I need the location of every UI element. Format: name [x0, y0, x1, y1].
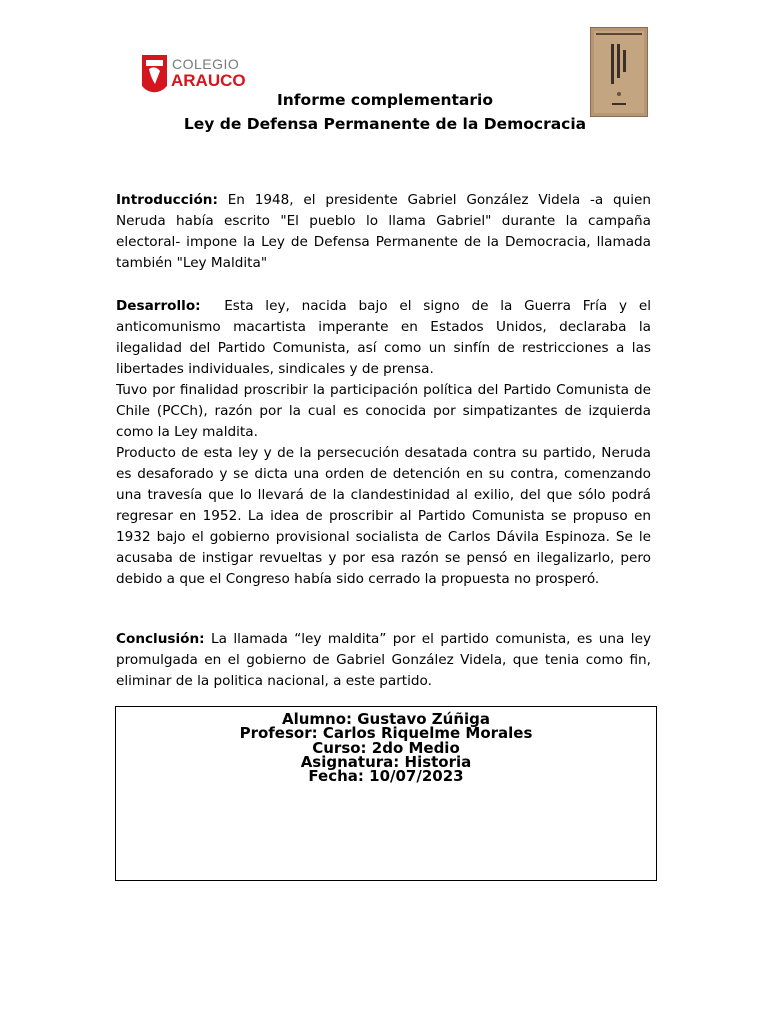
- student-name: Alumno: Gustavo Zúñiga: [281, 710, 490, 728]
- development-paragraph-3: Producto de esta ley y de la persecución desatada contra su partido, Neruda es desaforado y se dicta una orden de detención en su contra, comenzando una travesía que lo llevará de la clandestinidad al exilio, del que sólo podrá regresar en 1952. La idea de proscribir al Partido Comunista se propuso en 1932 bajo el gobierno provisional socialista de Carlos Dávila Espinoza. Se le acusaba de instigar revueltas y por esa razón se pensó en ilegalizarlo, pero debido a que el Congreso había sido cerrado la propuesta no prosperó.: [116, 445, 651, 587]
- student-info-box: [115, 706, 657, 881]
- introduction-text: En 1948, el presidente Gabriel González Videla -a quien Neruda había escrito "El pueblo lo llama Gabriel" durante la campaña electoral- impone la Ley de Defensa Permanente de la Democracia, llamada también "Ley Maldita": [116, 192, 652, 271]
- logo-text-arauco: ARAUCO: [171, 71, 246, 90]
- report-date: Fecha: 10/07/2023: [308, 767, 464, 785]
- development-label: Desarrollo:: [116, 298, 201, 314]
- teacher-name: Profesor: Carlos Riquelme Morales: [239, 724, 533, 742]
- report-title: Informe complementario: [277, 91, 493, 109]
- logo-text-colegio: COLEGIO: [172, 56, 240, 72]
- course-name: Curso: 2do Medio: [312, 739, 460, 757]
- conclusion-paragraph: [116, 629, 651, 692]
- report-subtitle: Ley de Defensa Permanente de la Democracia: [183, 115, 587, 133]
- subject-name: Asignatura: Historia: [300, 753, 472, 771]
- conclusion-label: Conclusión:: [116, 631, 205, 647]
- introduction-label: Introducción:: [116, 192, 218, 208]
- conclusion-text: La llamada “ley maldita” por el partido comunista, es una ley promulgada en el gobierno de Gabriel González Videla, que tenia como fin, eliminar de la politica nacional, a este partido.: [116, 631, 651, 689]
- development-text: Esta ley, nacida bajo el signo de la Guerra Fría y el anticomunismo macartista imperante en Estados Unidos, declaraba la ilegalidad del Partido Comunista, así como un sinfín de restricciones a las libertades individuales, sindicales y de prensa.: [116, 298, 651, 377]
- introduction-paragraph: [116, 190, 651, 274]
- development-paragraph: [116, 296, 651, 380]
- development-paragraph-2: Tuvo por finalidad proscribir la participación política del Partido Comunista de Chile (PCCh), razón por la cual es conocida por simpatizantes de izquierda como la Ley maldita.: [116, 382, 651, 440]
